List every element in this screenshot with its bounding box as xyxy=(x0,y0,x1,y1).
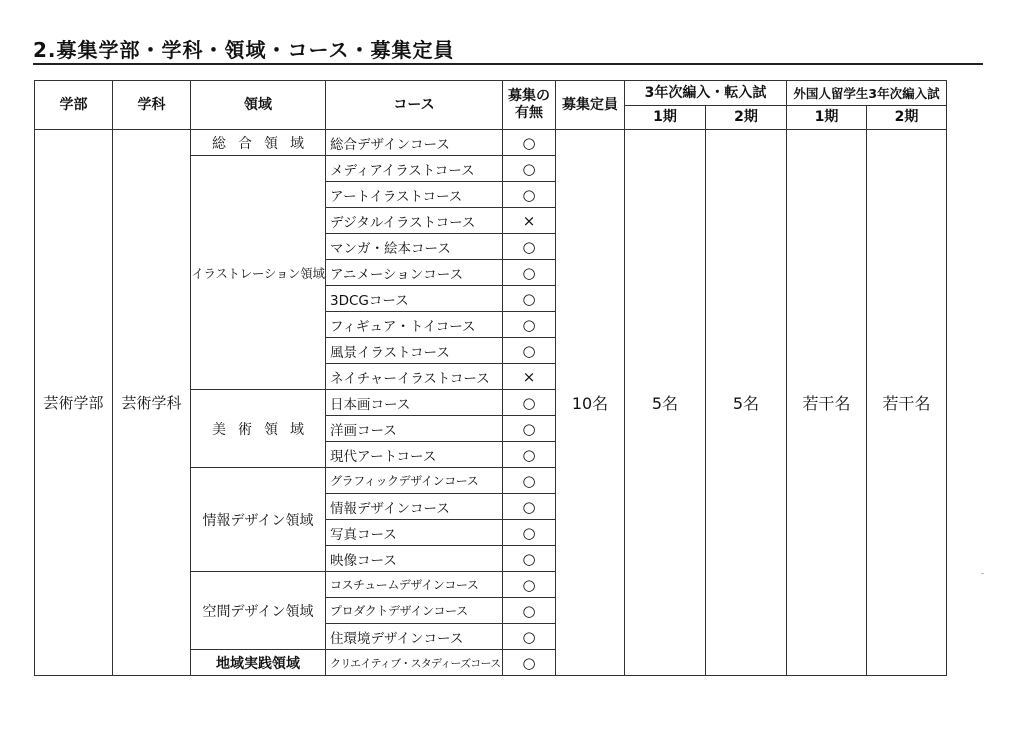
recruit-mark: ○ xyxy=(503,260,556,286)
recruit-mark: ○ xyxy=(503,546,556,572)
course-cell: 情報デザインコース xyxy=(326,494,503,520)
header-recruit-line2: 有無 xyxy=(515,105,543,121)
table-row xyxy=(35,130,947,156)
transfer-period2-cell: 5名 xyxy=(706,130,787,676)
course-cell: 風景イラストコース xyxy=(326,338,503,364)
course-cell: フィギュア・トイコース xyxy=(326,312,503,338)
recruit-mark: ○ xyxy=(503,416,556,442)
header-faculty: 学部 xyxy=(35,81,113,130)
course-cell: 日本画コース xyxy=(326,390,503,416)
recruit-mark: ○ xyxy=(503,442,556,468)
recruit-mark: ○ xyxy=(503,182,556,208)
intl-period1-cell: 若干名 xyxy=(787,130,867,676)
recruit-mark: × xyxy=(503,208,556,234)
course-cell: 3DCGコース xyxy=(326,286,503,312)
course-cell: マンガ・絵本コース xyxy=(326,234,503,260)
title-underline xyxy=(33,63,983,65)
header-intl-period1: 1期 xyxy=(787,106,867,130)
recruit-mark: ○ xyxy=(503,494,556,520)
recruit-mark: ○ xyxy=(503,468,556,494)
intl-period2-cell: 若干名 xyxy=(867,130,947,676)
recruit-mark: ○ xyxy=(503,338,556,364)
section-title: 2.募集学部・学科・領域・コース・募集定員 xyxy=(33,38,455,62)
recruit-mark: ○ xyxy=(503,598,556,624)
recruit-mark: ○ xyxy=(503,130,556,156)
header-transfer-period2: 2期 xyxy=(706,106,787,130)
course-cell: 映像コース xyxy=(326,546,503,572)
header-domain: 領域 xyxy=(191,81,326,130)
course-cell: グラフィックデザインコース xyxy=(326,468,503,494)
header-intl-period2: 2期 xyxy=(867,106,947,130)
course-cell: メディアイラストコース xyxy=(326,156,503,182)
header-intl: 外国人留学生3年次編入試 xyxy=(787,81,947,106)
course-cell: デジタルイラストコース xyxy=(326,208,503,234)
department-cell: 芸術学科 xyxy=(113,130,191,676)
header-recruit xyxy=(503,81,556,130)
faculty-cell: 芸術学部 xyxy=(35,130,113,676)
recruit-mark: × xyxy=(503,364,556,390)
course-cell: コスチュームデザインコース xyxy=(326,572,503,598)
recruit-mark: ○ xyxy=(503,286,556,312)
domain-cell: イラストレーション領域 xyxy=(191,156,326,390)
domain-cell: 空間デザイン領域 xyxy=(191,572,326,650)
recruit-mark: ○ xyxy=(503,650,556,676)
course-cell: 総合デザインコース xyxy=(326,130,503,156)
recruitment-table xyxy=(34,80,947,676)
domain-cell: 美術領域 xyxy=(191,390,326,468)
course-cell: アニメーションコース xyxy=(326,260,503,286)
course-cell: クリエイティブ・スタディーズコース xyxy=(326,650,503,676)
recruit-mark: ○ xyxy=(503,520,556,546)
recruit-mark: ○ xyxy=(503,390,556,416)
course-cell: 写真コース xyxy=(326,520,503,546)
domain-cell: 地域実践領域 xyxy=(191,650,326,676)
recruit-mark: ○ xyxy=(503,624,556,650)
course-cell: 現代アートコース xyxy=(326,442,503,468)
recruit-mark: ○ xyxy=(503,156,556,182)
domain-cell: 総合領域 xyxy=(191,130,326,156)
transfer-period1-cell: 5名 xyxy=(625,130,706,676)
course-cell: プロダクトデザインコース xyxy=(326,598,503,624)
recruit-mark: ○ xyxy=(503,312,556,338)
course-cell: アートイラストコース xyxy=(326,182,503,208)
recruit-mark: ○ xyxy=(503,572,556,598)
header-department: 学科 xyxy=(113,81,191,130)
domain-cell: 情報デザイン領域 xyxy=(191,468,326,572)
header-transfer: 3年次編入・転入試 xyxy=(625,81,787,106)
recruit-mark: ○ xyxy=(503,234,556,260)
header-capacity: 募集定員 xyxy=(556,81,625,130)
course-cell: 住環境デザインコース xyxy=(326,624,503,650)
header-transfer-period1: 1期 xyxy=(625,106,706,130)
course-cell: 洋画コース xyxy=(326,416,503,442)
scan-speck xyxy=(981,573,984,574)
header-course: コース xyxy=(326,81,503,130)
capacity-cell: 10名 xyxy=(556,130,625,676)
course-cell: ネイチャーイラストコース xyxy=(326,364,503,390)
header-recruit-line1: 募集の xyxy=(508,88,550,104)
